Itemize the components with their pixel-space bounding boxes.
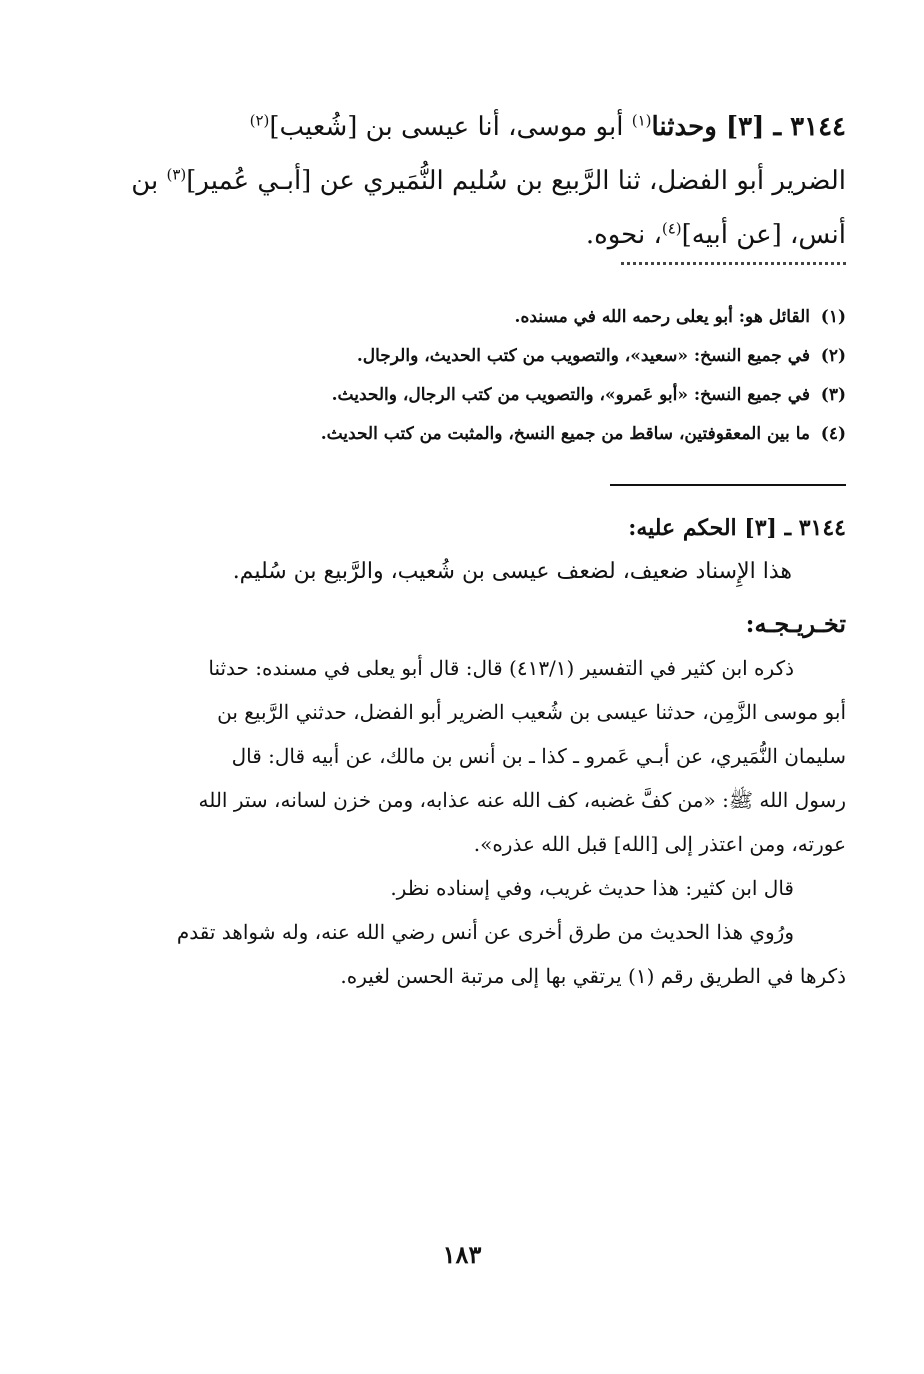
ruling-text: هذا الإِسناد ضعيف، لضعف عيسى بن شُعيب، والرَّبيع بن سُليم. (232, 559, 792, 584)
footnote-number: (١) (820, 307, 846, 327)
page-number: ١٨٣ (442, 1240, 482, 1269)
takhrij-section (78, 602, 846, 998)
text-line: ذكره ابن كثير في التفسير (٤١٣/١) قال: قال أبو يعلى في مسنده: حدثنا (208, 656, 794, 680)
text-line: أبو موسى الزَّمِن، حدثنا عيسى بن شُعيب الضرير أبو الفضل، حدثني الرَّبيع بن (217, 700, 846, 724)
text-line: عورته، ومن اعتذر إلى [الله] قبل الله عذره». (473, 832, 846, 856)
footnote-separator (621, 262, 846, 265)
text-line: رسول الله ﷺ: «من كفَّ غضبه، كف الله عنه عذابه، ومن خزن لسانه، ستر الله (198, 788, 846, 812)
footnote-text: في جميع النسخ: «أبو عَمرو»، والتصويب من كتب الرجال، والحديث. (331, 385, 810, 405)
footnote-text: ما بين المعقوفتين، ساقط من جميع النسخ، والمثبت من كتب الحديث. (320, 424, 810, 444)
footnote-marker-4: (٤) (661, 219, 682, 238)
footnote-marker-1: (١) (631, 111, 652, 130)
footnote (78, 415, 846, 454)
footnote-number: (٢) (820, 346, 846, 366)
footnote-marker-3: (٣) (166, 165, 187, 184)
ruling-heading: ٣١٤٤ ـ [٣] الحكم عليه: (628, 515, 846, 541)
text-line: سليمان النُّمَيري، عن أبـي عَمرو ـ كذا ـ بن أنس بن مالك، عن أبيه قال: قال (231, 744, 846, 768)
takhrij-paragraph-1 (78, 646, 846, 866)
hadith-line-3: أنس، [عن أبيه]$^{(٤)}$، نحوه. (585, 219, 846, 250)
footnote-number: (٤) (820, 424, 846, 444)
ruling-section (78, 506, 846, 594)
takhrij-heading: تخـريـجـه: (745, 609, 846, 638)
footnote-text: القائل هو: أبو يعلى رحمه الله في مسنده. (514, 307, 810, 327)
footnote-text: في جميع النسخ: «سعيد»، والتصويب من كتب الحديث، والرجال. (356, 346, 810, 366)
footnotes (78, 298, 846, 454)
footnote (78, 376, 846, 415)
section-separator (610, 484, 846, 486)
footnote-number: (٣) (820, 385, 846, 405)
text-line: ذكرها في الطريق رقم (١) يرتقي بها إلى مرتبة الحسن لغيره. (340, 964, 846, 988)
text-line: قال ابن كثير: هذا حديث غريب، وفي إسناده نظر. (390, 876, 794, 900)
footnote (78, 337, 846, 376)
hadith-line-2: الضرير أبو الفضل، ثنا الرَّبيع بن سُليم النُّمَيري عن [أبـي عُمير]$^{(٣)}$ بن (131, 165, 846, 196)
takhrij-paragraph-3 (78, 910, 846, 998)
text-line: ورُوي هذا الحديث من طرق أخرى عن أنس رضي الله عنه، وله شواهد تقدم (176, 920, 794, 944)
takhrij-paragraph-2 (78, 866, 846, 910)
footnote-marker-2: (٢) (249, 111, 270, 130)
footnote (78, 298, 846, 337)
hadith-text (78, 100, 846, 262)
hadith-line-1: ٣١٤٤ ـ [٣] وحدثنا$^{(١)}$ أبو موسى، أنا عيسى بن [شُعيب]$^{(٢)}$ (249, 111, 846, 142)
